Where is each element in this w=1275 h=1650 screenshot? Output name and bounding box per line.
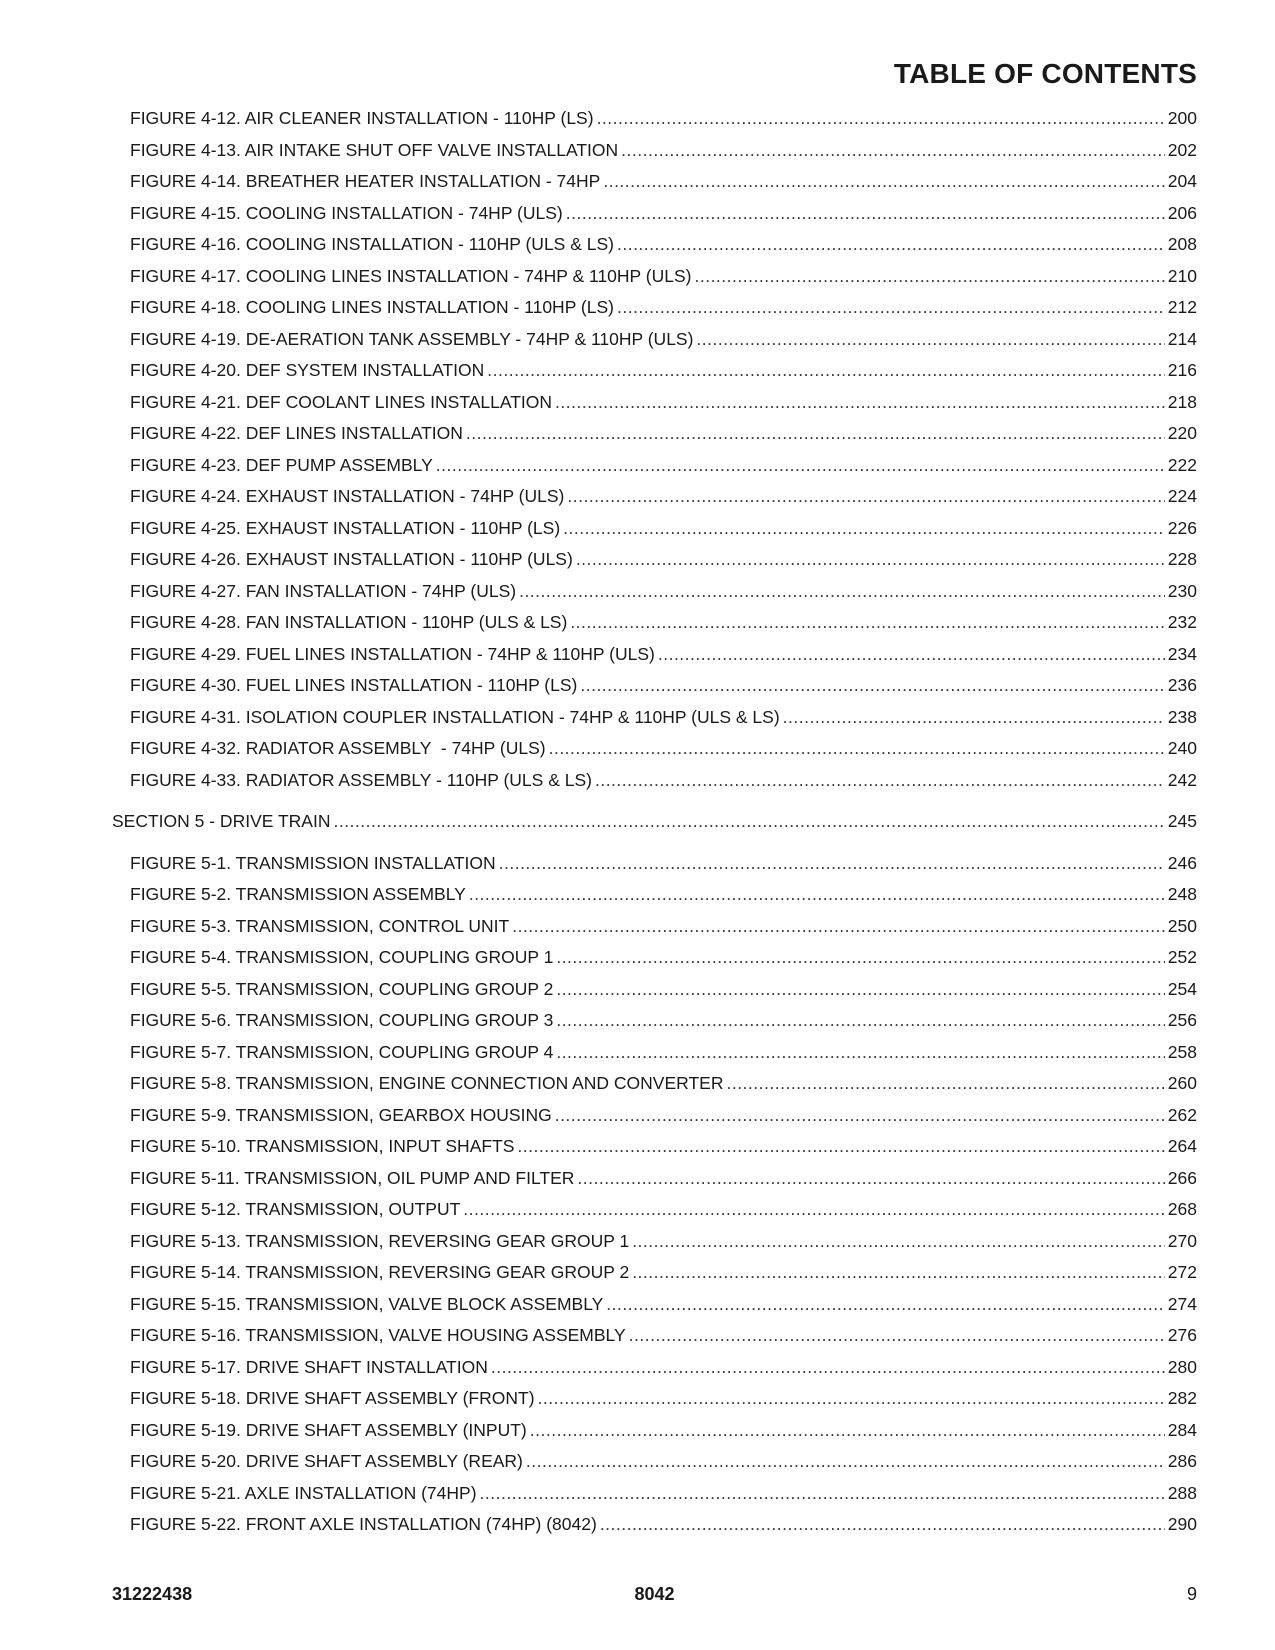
toc-figure-entry[interactable] — [112, 266, 1197, 298]
toc-entry-label: FIGURE 4-22. DEF LINES INSTALLATION — [130, 423, 463, 443]
toc-figure-entry[interactable] — [112, 203, 1197, 235]
toc-entry-page: 280 — [1167, 1356, 1197, 1377]
toc-entry-label: FIGURE 5-15. TRANSMISSION, VALVE BLOCK ASSEMBLY — [130, 1293, 604, 1314]
toc-dot-leader — [563, 518, 1165, 539]
table-of-contents — [112, 108, 1197, 1546]
toc-dot-leader — [519, 581, 1165, 602]
toc-figure-entry[interactable] — [112, 1199, 1197, 1231]
toc-dot-leader — [436, 455, 1165, 476]
toc-dot-leader — [629, 1325, 1165, 1346]
toc-figure-entry[interactable] — [112, 1357, 1197, 1389]
toc-entry-label: FIGURE 4-18. COOLING LINES INSTALLATION - 110HP (LS) — [130, 297, 614, 317]
toc-dot-leader — [469, 884, 1165, 905]
toc-dot-leader — [556, 1042, 1164, 1063]
toc-dot-leader — [567, 486, 1164, 507]
toc-entry-label: FIGURE 4-31. ISOLATION COUPLER INSTALLATION - 74HP & 110HP (ULS & LS) — [130, 706, 780, 727]
toc-dot-leader — [617, 234, 1165, 255]
toc-dot-leader — [632, 1231, 1165, 1252]
toc-entry-label: FIGURE 5-4. TRANSMISSION, COUPLING GROUP 1 — [130, 947, 554, 967]
toc-entry-label: FIGURE 5-1. TRANSMISSION INSTALLATION — [130, 852, 496, 873]
toc-entry-page: 218 — [1167, 391, 1197, 412]
toc-dot-leader — [487, 360, 1165, 381]
toc-entry-label: FIGURE 5-14. TRANSMISSION, REVERSING GEAR GROUP 2 — [130, 1262, 630, 1282]
toc-figure-entry[interactable] — [112, 770, 1197, 802]
toc-entry-page: 240 — [1167, 738, 1197, 758]
toc-dot-leader — [463, 1199, 1165, 1220]
toc-entry-page: 230 — [1167, 580, 1197, 601]
toc-entry-label: FIGURE 4-24. EXHAUST INSTALLATION - 74HP (ULS) — [130, 486, 565, 506]
toc-figure-entry[interactable] — [112, 1451, 1197, 1483]
toc-entry-label: FIGURE 4-30. FUEL LINES INSTALLATION - 110HP (LS) — [130, 675, 578, 695]
toc-dot-leader — [491, 1357, 1165, 1378]
toc-dot-leader — [597, 108, 1165, 129]
toc-figure-entry[interactable] — [112, 644, 1197, 676]
toc-entry-label: FIGURE 4-28. FAN INSTALLATION - 110HP (ULS & LS) — [130, 612, 568, 632]
toc-dot-leader — [595, 770, 1165, 791]
toc-dot-leader — [783, 707, 1165, 728]
toc-dot-leader — [466, 423, 1165, 444]
toc-entry-page: 234 — [1167, 643, 1197, 664]
toc-figure-entry[interactable] — [112, 1042, 1197, 1074]
toc-dot-leader — [694, 266, 1164, 287]
toc-figure-entry[interactable] — [112, 1073, 1197, 1105]
toc-entry-label: FIGURE 5-17. DRIVE SHAFT INSTALLATION — [130, 1356, 488, 1377]
toc-figure-entry[interactable] — [112, 884, 1197, 916]
toc-figure-entry[interactable] — [112, 1010, 1197, 1042]
toc-dot-leader — [576, 549, 1165, 570]
toc-entry-page: 208 — [1167, 234, 1197, 254]
toc-entry-label: FIGURE 4-12. AIR CLEANER INSTALLATION - 110HP (LS) — [130, 108, 594, 128]
toc-entry-label: FIGURE 4-33. RADIATOR ASSEMBLY - 110HP (ULS & LS) — [130, 769, 592, 790]
toc-entry-page: 228 — [1167, 549, 1197, 569]
toc-entry-page: 254 — [1167, 978, 1197, 999]
toc-figure-entry[interactable] — [112, 1136, 1197, 1168]
toc-entry-label: FIGURE 4-19. DE-AERATION TANK ASSEMBLY - 74HP & 110HP (ULS) — [130, 328, 694, 349]
toc-dot-leader — [696, 329, 1164, 350]
toc-entry-label: FIGURE 5-11. TRANSMISSION, OIL PUMP AND FILTER — [130, 1167, 575, 1188]
toc-dot-leader — [570, 612, 1164, 633]
page-title: TABLE OF CONTENTS — [893, 58, 1197, 89]
toc-figure-entry[interactable] — [112, 1325, 1197, 1357]
toc-dot-leader — [566, 203, 1165, 224]
toc-entry-page: 246 — [1167, 852, 1197, 873]
toc-dot-leader — [580, 675, 1164, 696]
toc-section-entry[interactable] — [112, 811, 1197, 843]
toc-figure-entry[interactable] — [112, 140, 1197, 172]
toc-entry-label: FIGURE 5-6. TRANSMISSION, COUPLING GROUP 3 — [130, 1010, 554, 1030]
toc-entry-page: 224 — [1167, 486, 1197, 506]
toc-entry-label: FIGURE 5-2. TRANSMISSION ASSEMBLY — [130, 884, 466, 904]
toc-figure-entry[interactable] — [112, 1294, 1197, 1326]
toc-entry-label: FIGURE 4-29. FUEL LINES INSTALLATION - 74HP & 110HP (ULS) — [130, 643, 655, 664]
toc-dot-leader — [333, 811, 1164, 832]
toc-dot-leader — [512, 916, 1165, 937]
toc-entry-page: 232 — [1167, 612, 1197, 632]
toc-figure-entry[interactable] — [112, 1420, 1197, 1452]
toc-entry-label: FIGURE 4-14. BREATHER HEATER INSTALLATION - 74HP — [130, 171, 601, 191]
toc-figure-entry[interactable] — [112, 297, 1197, 329]
toc-entry-label: FIGURE 4-21. DEF COOLANT LINES INSTALLATION — [130, 391, 553, 412]
toc-entry-page: 220 — [1167, 423, 1197, 443]
toc-dot-leader — [600, 1514, 1165, 1535]
toc-dot-leader — [549, 738, 1165, 759]
toc-entry-page: 245 — [1167, 811, 1197, 831]
toc-figure-entry[interactable] — [112, 1168, 1197, 1200]
toc-entry-page: 204 — [1167, 171, 1197, 191]
toc-entry-label: FIGURE 5-20. DRIVE SHAFT ASSEMBLY (REAR) — [130, 1451, 523, 1471]
toc-figure-entry[interactable] — [112, 171, 1197, 203]
toc-dot-leader — [632, 1262, 1165, 1283]
footer-doc-number: 31222438 — [112, 1584, 193, 1604]
toc-figure-entry[interactable] — [112, 1105, 1197, 1137]
toc-entry-page: 252 — [1167, 947, 1197, 967]
toc-entry-page: 274 — [1167, 1293, 1197, 1314]
toc-figure-entry[interactable] — [112, 108, 1197, 140]
toc-entry-label: FIGURE 4-26. EXHAUST INSTALLATION - 110HP (ULS) — [130, 549, 573, 569]
toc-dot-leader — [538, 1388, 1165, 1409]
toc-entry-page: 276 — [1167, 1325, 1197, 1345]
toc-entry-page: 286 — [1167, 1451, 1197, 1471]
toc-entry-page: 236 — [1167, 675, 1197, 695]
footer-model: 8042 — [634, 1584, 675, 1604]
toc-entry-page: 226 — [1167, 517, 1197, 538]
toc-entry-label: FIGURE 4-16. COOLING INSTALLATION - 110HP (ULS & LS) — [130, 234, 614, 254]
toc-entry-page: 268 — [1167, 1199, 1197, 1219]
toc-entry-page: 264 — [1167, 1136, 1197, 1156]
toc-figure-entry[interactable] — [112, 738, 1197, 770]
toc-dot-leader — [556, 1010, 1164, 1031]
toc-entry-page: 266 — [1167, 1167, 1197, 1188]
toc-entry-page: 206 — [1167, 202, 1197, 223]
toc-entry-page: 258 — [1167, 1041, 1197, 1062]
toc-figure-entry[interactable] — [112, 1483, 1197, 1515]
toc-entry-page: 200 — [1167, 108, 1197, 128]
toc-entry-page: 212 — [1167, 297, 1197, 317]
toc-dot-leader — [621, 140, 1165, 161]
toc-entry-label: FIGURE 5-18. DRIVE SHAFT ASSEMBLY (FRONT) — [130, 1388, 535, 1408]
toc-entry-label: FIGURE 5-13. TRANSMISSION, REVERSING GEAR GROUP 1 — [130, 1230, 630, 1251]
toc-entry-page: 282 — [1167, 1388, 1197, 1408]
toc-entry-page: 214 — [1167, 328, 1197, 349]
toc-figure-entry[interactable] — [112, 360, 1197, 392]
toc-dot-leader — [556, 979, 1164, 1000]
toc-entry-label: FIGURE 5-9. TRANSMISSION, GEARBOX HOUSING — [130, 1104, 552, 1125]
toc-figure-entry[interactable] — [112, 455, 1197, 487]
toc-entry-page: 242 — [1167, 769, 1197, 790]
toc-entry-page: 238 — [1167, 706, 1197, 727]
toc-figure-entry[interactable] — [112, 853, 1197, 885]
toc-dot-leader — [499, 853, 1165, 874]
toc-entry-label: FIGURE 5-19. DRIVE SHAFT ASSEMBLY (INPUT) — [130, 1419, 527, 1440]
toc-entry-label: FIGURE 4-15. COOLING INSTALLATION - 74HP (ULS) — [130, 202, 563, 223]
toc-dot-leader — [555, 392, 1165, 413]
toc-figure-entry[interactable] — [112, 486, 1197, 518]
toc-figure-entry[interactable] — [112, 947, 1197, 979]
toc-entry-page: 270 — [1167, 1230, 1197, 1251]
toc-figure-entry[interactable] — [112, 581, 1197, 613]
toc-entry-page: 256 — [1167, 1010, 1197, 1030]
toc-dot-leader — [480, 1483, 1165, 1504]
toc-entry-label: FIGURE 4-13. AIR INTAKE SHUT OFF VALVE INSTALLATION — [130, 139, 619, 160]
toc-entry-page: 210 — [1167, 265, 1197, 286]
toc-entry-label: FIGURE 4-27. FAN INSTALLATION - 74HP (ULS) — [130, 580, 517, 601]
toc-figure-entry[interactable] — [112, 1514, 1197, 1546]
toc-figure-entry[interactable] — [112, 707, 1197, 739]
toc-entry-label: FIGURE 4-32. RADIATOR ASSEMBLY - 74HP (ULS) — [130, 738, 546, 758]
toc-figure-entry[interactable] — [112, 979, 1197, 1011]
toc-entry-label: FIGURE 5-12. TRANSMISSION, OUTPUT — [130, 1199, 461, 1219]
toc-entry-label: FIGURE 5-10. TRANSMISSION, INPUT SHAFTS — [130, 1136, 515, 1156]
toc-dot-leader — [606, 1294, 1165, 1315]
toc-entry-label: FIGURE 4-23. DEF PUMP ASSEMBLY — [130, 454, 433, 475]
toc-entry-label: FIGURE 5-16. TRANSMISSION, VALVE HOUSING ASSEMBLY — [130, 1325, 626, 1345]
toc-figure-entry[interactable] — [112, 329, 1197, 361]
toc-dot-leader — [726, 1073, 1164, 1094]
toc-figure-entry[interactable] — [112, 234, 1197, 266]
footer-page-number: 9 — [1186, 1584, 1197, 1604]
toc-figure-entry[interactable] — [112, 612, 1197, 644]
toc-dot-leader — [658, 644, 1165, 665]
toc-figure-entry[interactable] — [112, 1388, 1197, 1420]
page-footer — [112, 1584, 1197, 1608]
toc-entry-label: FIGURE 5-21. AXLE INSTALLATION (74HP) — [130, 1482, 477, 1503]
toc-entry-page: 262 — [1167, 1104, 1197, 1125]
toc-figure-entry[interactable] — [112, 1262, 1197, 1294]
toc-entry-page: 272 — [1167, 1262, 1197, 1282]
toc-entry-label: FIGURE 5-7. TRANSMISSION, COUPLING GROUP 4 — [130, 1041, 554, 1062]
toc-entry-label: FIGURE 5-22. FRONT AXLE INSTALLATION (74HP) (8042) — [130, 1514, 597, 1534]
toc-entry-page: 288 — [1167, 1482, 1197, 1503]
toc-figure-entry[interactable] — [112, 549, 1197, 581]
toc-dot-leader — [530, 1420, 1165, 1441]
toc-entry-page: 248 — [1167, 884, 1197, 904]
toc-entry-page: 284 — [1167, 1419, 1197, 1440]
toc-dot-leader — [526, 1451, 1165, 1472]
toc-entry-label: FIGURE 4-17. COOLING LINES INSTALLATION - 74HP & 110HP (ULS) — [130, 265, 692, 286]
toc-figure-entry[interactable] — [112, 392, 1197, 424]
toc-entry-label: FIGURE 5-8. TRANSMISSION, ENGINE CONNECTION AND CONVERTER — [130, 1073, 724, 1093]
toc-entry-page: 222 — [1167, 454, 1197, 475]
toc-dot-leader — [556, 947, 1164, 968]
toc-figure-entry[interactable] — [112, 1231, 1197, 1263]
toc-figure-entry[interactable] — [112, 423, 1197, 455]
toc-dot-leader — [555, 1105, 1165, 1126]
toc-figure-entry[interactable] — [112, 675, 1197, 707]
toc-dot-leader — [617, 297, 1165, 318]
toc-entry-page: 202 — [1167, 139, 1197, 160]
toc-entry-label: FIGURE 4-25. EXHAUST INSTALLATION - 110HP (LS) — [130, 517, 561, 538]
toc-entry-page: 250 — [1167, 915, 1197, 936]
toc-entry-page: 216 — [1167, 360, 1197, 380]
toc-figure-entry[interactable] — [112, 916, 1197, 948]
toc-entry-page: 290 — [1167, 1514, 1197, 1534]
toc-entry-label: FIGURE 5-5. TRANSMISSION, COUPLING GROUP 2 — [130, 978, 554, 999]
toc-entry-label: FIGURE 4-20. DEF SYSTEM INSTALLATION — [130, 360, 485, 380]
toc-dot-leader — [517, 1136, 1164, 1157]
toc-entry-label: FIGURE 5-3. TRANSMISSION, CONTROL UNIT — [130, 915, 510, 936]
toc-figure-entry[interactable] — [112, 518, 1197, 550]
toc-entry-label: SECTION 5 - DRIVE TRAIN — [112, 811, 331, 831]
toc-dot-leader — [603, 171, 1164, 192]
toc-dot-leader — [577, 1168, 1164, 1189]
toc-entry-page: 260 — [1167, 1073, 1197, 1093]
